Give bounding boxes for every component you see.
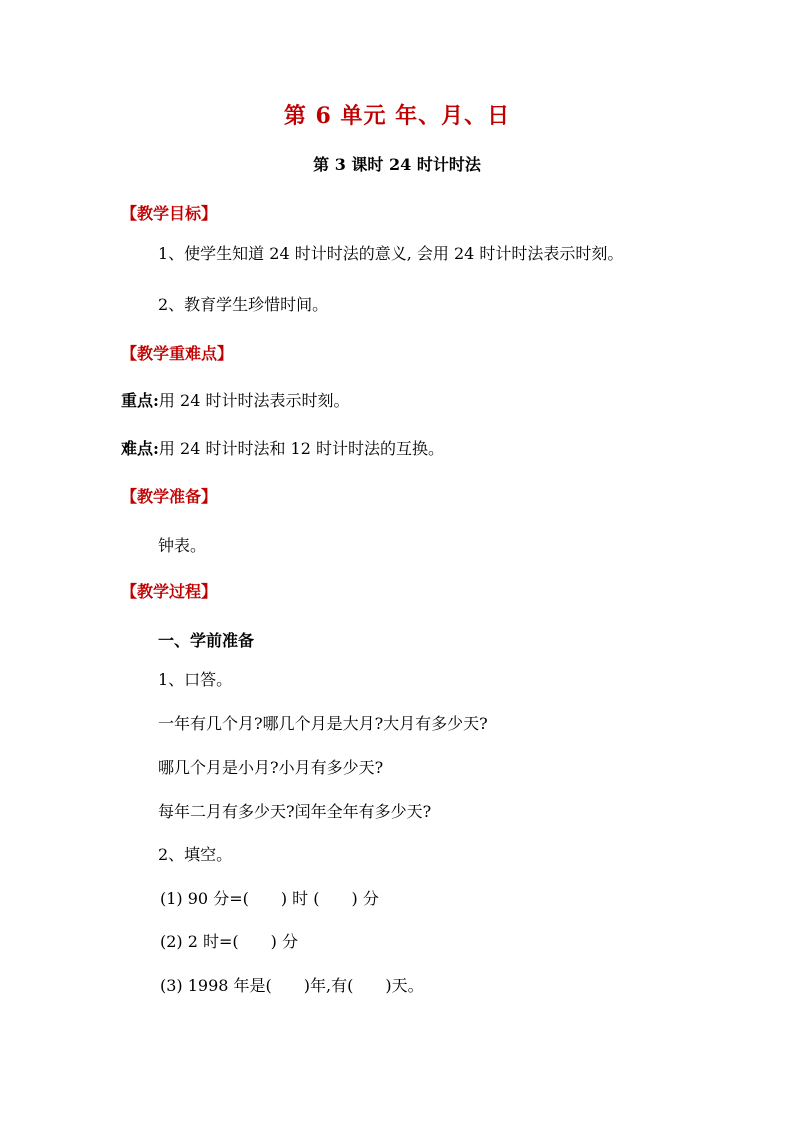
key-point-text: 用 24 时计时法表示时刻。	[158, 391, 350, 410]
objectives-heading: 【教学目标】	[121, 204, 218, 223]
preparation-heading: 【教学准备】	[121, 487, 218, 506]
lesson-subtitle: 第 3 课时 24 时计时法	[313, 155, 481, 174]
key-point-label: 重点:	[121, 391, 159, 410]
fill-item: (2) 2 时=( ) 分	[160, 932, 298, 951]
fill-item: (1) 90 分=( ) 时 ( ) 分	[160, 889, 379, 908]
difficult-point-line	[121, 439, 444, 459]
preparation-text: 钟表。	[158, 536, 207, 555]
oral-label: 1、口答。	[158, 670, 233, 689]
unit-title: 第 6 单元 年、月、日	[283, 103, 511, 129]
oral-question: 一年有几个月?哪几个月是大月?大月有多少天?	[158, 714, 488, 733]
fill-item: (3) 1998 年是( )年,有( )天。	[160, 976, 424, 995]
key-points-heading: 【教学重难点】	[121, 344, 234, 363]
process-heading: 【教学过程】	[121, 582, 218, 601]
key-point-line	[121, 391, 349, 411]
part1-title: 一、学前准备	[158, 631, 255, 650]
objective-item: 1、使学生知道 24 时计时法的意义, 会用 24 时计时法表示时刻。	[158, 244, 624, 263]
objective-item: 2、教育学生珍惜时间。	[158, 295, 329, 314]
difficult-point-text: 用 24 时计时法和 12 时计时法的互换。	[158, 439, 444, 458]
difficult-point-label: 难点:	[121, 439, 159, 458]
oral-question: 每年二月有多少天?闰年全年有多少天?	[158, 802, 432, 821]
oral-question: 哪几个月是小月?小月有多少天?	[158, 758, 384, 777]
fill-label: 2、填空。	[158, 845, 233, 864]
